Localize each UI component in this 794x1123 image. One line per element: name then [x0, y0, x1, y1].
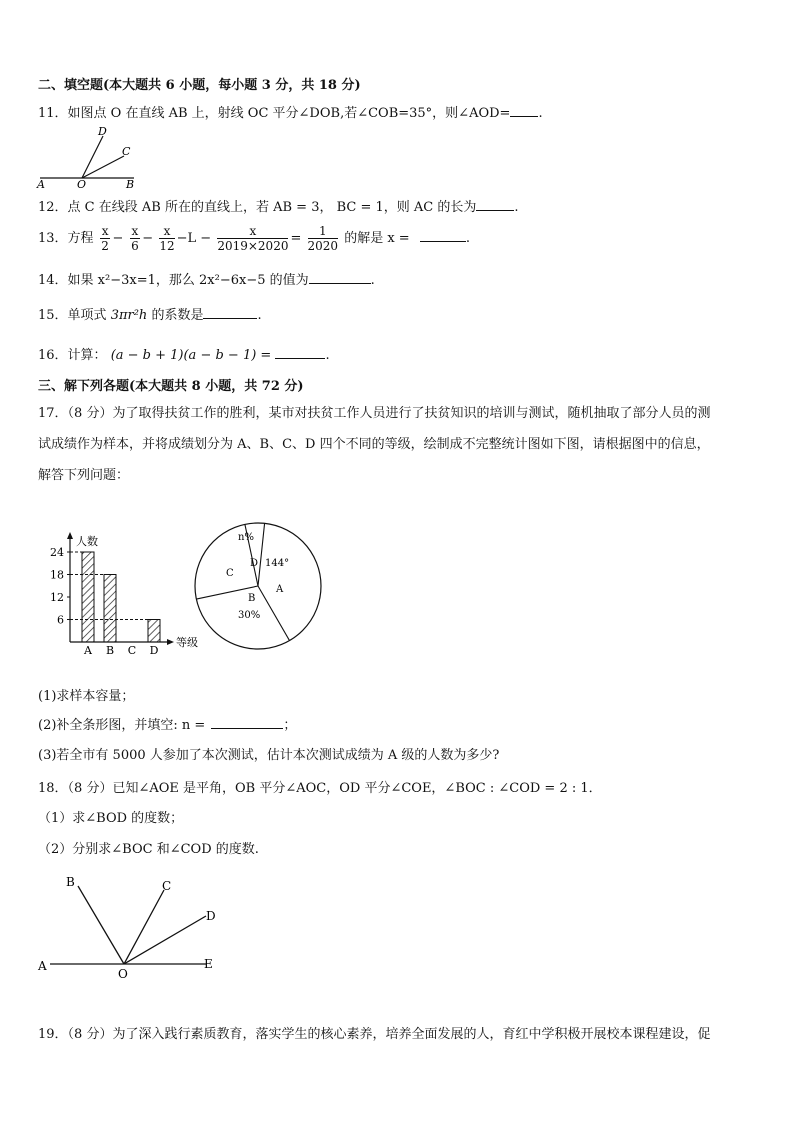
q11-figure: [30, 124, 150, 190]
label-B: B: [126, 178, 135, 190]
x-axis-arrow: [167, 639, 174, 645]
question-18-sub-1: （1）求∠BOD 的度数；: [38, 811, 184, 826]
question-17-sub-2: (2)补全条形图，并填空: n = ；: [38, 718, 297, 733]
question-15: 15．单项式 3πr²h 的系数是 .: [38, 308, 262, 323]
question-17-line-2: 试成绩作为样本，并将成绩划分为 A、B、C、D 四个不同的等级，绘制成不完整统计图如下图，请根据图中的信息，: [38, 437, 710, 452]
pie-chart: [190, 520, 330, 652]
y-tick-label: 6: [57, 613, 64, 627]
q18-figure: [34, 870, 224, 980]
x-tick-label: A: [84, 644, 92, 657]
pie-slice-boundary: [258, 523, 265, 586]
fraction: $\frac{x}{2019\times 2020}$: [217, 224, 289, 253]
pie-label-B: B: [248, 593, 256, 604]
pie-label-A: A: [276, 584, 284, 595]
bar-D: [148, 620, 160, 643]
y-axis-arrow: [67, 532, 73, 539]
question-17-sub-1: (1)求样本容量；: [38, 689, 135, 704]
question-14: 14．如果 x²−3x=1，那么 2x²−6x−5 的值为 .: [38, 273, 375, 288]
question-18-sub-2: （2）分别求∠BOC 和∠COD 的度数.: [38, 842, 259, 857]
label-O: O: [77, 178, 87, 190]
pie-label-B-percent: 30%: [238, 610, 261, 621]
expression: (a − b + 1)(a − b − 1) =: [110, 348, 272, 363]
section-2-title: 二、填空题(本大题共 6 小题，每小题 3 分，共 18 分): [38, 78, 361, 93]
answer-blank[interactable]: [420, 229, 466, 242]
answer-blank[interactable]: [510, 104, 538, 117]
label-C: C: [162, 879, 172, 893]
question-11: 11．如图点 O 在直线 AB 上，射线 OC 平分∠DOB,若∠COB=35°，则∠AOD= .: [38, 106, 543, 121]
y-tick-label: 12: [50, 591, 64, 604]
question-17-line-3: 解答下列问题：: [38, 468, 130, 483]
question-12: 12．点 C 在线段 AB 所在的直线上，若 AB = 3， BC = 1，则 AC 的长为 .: [38, 200, 519, 215]
label-A: A: [38, 959, 47, 973]
answer-blank[interactable]: [203, 306, 257, 319]
pie-slice-boundary: [258, 586, 290, 641]
monomial-expression: 3πr²h: [110, 308, 148, 323]
y-tick-label: 18: [50, 568, 64, 582]
bar-B: [104, 575, 116, 643]
label-B: B: [66, 875, 75, 889]
question-17-sub-3: (3)若全市有 5000 人参加了本次测试，估计本次测试成绩为 A 级的人数为多少?: [38, 748, 500, 763]
fraction: $\frac{x}{2}$: [101, 224, 109, 253]
question-11-text: 11．如图点 O 在直线 AB 上，射线 OC 平分∠DOB,若∠COB=35°，则∠AOD=: [38, 106, 511, 121]
label-D: D: [206, 909, 216, 923]
answer-blank[interactable]: [211, 716, 283, 729]
x-tick-label: B: [105, 644, 115, 657]
question-18: 18．（8 分）已知∠AOE 是平角，OB 平分∠AOC，OD 平分∠COE，∠BOC : ∠COD = 2 : 1．: [38, 781, 602, 796]
fraction: $\frac{1}{2020}$: [307, 224, 339, 253]
x-axis-label: 等级: [176, 636, 198, 649]
label-C: C: [122, 145, 131, 158]
bar-A: [82, 552, 94, 642]
y-axis-label: 人数: [76, 535, 98, 548]
pie-label-A-angle: 144°: [265, 558, 290, 569]
pie-label-D: D: [250, 558, 259, 569]
fraction: $\frac{x}{12}$: [159, 224, 175, 253]
pie-label-n-percent: n%: [238, 532, 254, 543]
question-17-line-1: 17．（8 分）为了取得扶贫工作的胜利，某市对扶贫工作人员进行了扶贫知识的培训与测试，随机抽取了部分人员的测: [38, 406, 711, 421]
question-16: 16．计算： (a − b + 1)(a − b − 1) = .: [38, 348, 330, 363]
section-3-title: 三、解下列各题(本大题共 8 小题，共 72 分): [38, 379, 304, 394]
label-E: E: [204, 957, 213, 971]
fraction: $\frac{x}{6}$: [131, 224, 139, 253]
answer-blank[interactable]: [309, 271, 371, 284]
pie-label-C: C: [226, 568, 234, 579]
label-O: O: [118, 967, 128, 980]
x-tick-label: D: [149, 644, 159, 657]
question-13: 13．方程 $\frac{x}{2}$ − $\frac{x}{6}$ − $\frac{x}{12}$ −L − $\frac{x}{2019\times 2020}$ = $\frac{1}{2020}$ 的解是 x = .: [38, 224, 470, 253]
answer-blank[interactable]: [476, 198, 514, 211]
x-tick-label: C: [127, 644, 137, 657]
label-A: A: [37, 178, 45, 190]
answer-blank[interactable]: [275, 346, 325, 359]
question-19: 19．（8 分）为了深入践行素质教育，落实学生的核心素养，培养全面发展的人，育红中学积极开展校本课程建设，促: [38, 1027, 711, 1042]
y-tick-label: 24: [50, 546, 64, 559]
bar-chart: [42, 530, 212, 660]
label-D: D: [98, 125, 107, 138]
